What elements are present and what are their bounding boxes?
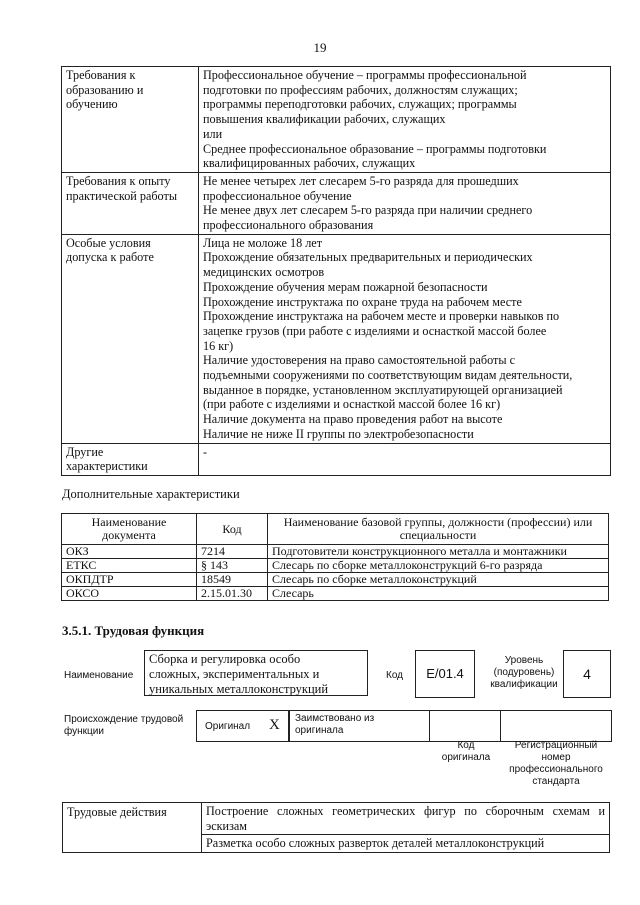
row-value: Профессиональное обучение – программы профессиональной подготовки по профессиям рабочих, должностям служащих; программы переподготовки рабочих, служащих; программы повышения квалификации рабочих, служащих или Среднее профессиональное образование – программы подготовки квалифицированных рабочих, служащих	[199, 67, 611, 173]
table-header-row	[62, 514, 609, 545]
cell: Подготовители конструкционного металла и монтажники	[268, 545, 609, 559]
cell: ОКСО	[62, 587, 197, 601]
column-header: Код	[197, 514, 268, 545]
code-original-cell	[428, 710, 501, 742]
action-item: Разметка особо сложных разверток деталей металлоконструкций	[202, 835, 610, 853]
cell: Слесарь по сборке металлоконструкций 6-го разряда	[268, 559, 609, 573]
code-value-box: E/01.4	[415, 650, 475, 698]
row-label: Требования к образованию и обучению	[62, 67, 199, 173]
code-original-label: Код оригинала	[441, 740, 491, 763]
row-value: Лица не моложе 18 лет Прохождение обязательных предварительных и периодических медицинских осмотров Прохождение обучения мерам пожарной безопасности Прохождение инструктажа по охране труда на рабочем месте Прохождение инструктажа на рабочем месте и проверки навыков по зацепке грузов (при работе с изделиями и оснасткой массой более 16 кг) Наличие удостоверения на право самостоятельной работы с подъемными сооружениями по соответствующим видам деятельности, выданное в порядке, установленном эксплуатирующей организацией (при работе с изделиями и оснасткой массой более 16 кг) Наличие документа на право проведения работ на высоте Наличие не ниже II группы по электробезопасности	[199, 234, 611, 443]
level-label: Уровень (подуровень) квалификации	[490, 655, 558, 690]
table-row	[63, 803, 610, 835]
column-header: Наименование базовой группы, должности (профессии) или специальности	[268, 514, 609, 545]
row-label: Особые условия допуска к работе	[62, 234, 199, 443]
level-value-box: 4	[563, 650, 611, 698]
column-header: Наименование документа	[62, 514, 197, 545]
function-name-box: Сборка и регулировка особо сложных, экспериментальных и уникальных металлоконструкций	[144, 650, 368, 696]
row-label: Требования к опыту практической работы	[62, 172, 199, 234]
cell: Слесарь	[268, 587, 609, 601]
table-row	[62, 443, 611, 475]
cell: 7214	[197, 545, 268, 559]
section-title: 3.5.1. Трудовая функция	[62, 623, 205, 638]
additional-heading: Дополнительные характеристики	[62, 487, 240, 501]
row-label: Другие характеристики	[62, 443, 199, 475]
actions-table	[62, 802, 610, 853]
origin-label: Происхождение трудовой функции	[64, 714, 184, 737]
borrowed-cell: Заимствовано из оригинала	[288, 710, 430, 742]
original-cell: Оригинал X	[196, 710, 290, 742]
cell: ОКЗ	[62, 545, 197, 559]
page-number: 19	[313, 40, 327, 55]
cell: 18549	[197, 573, 268, 587]
reg-number-cell	[500, 710, 612, 742]
cell: ЕТКС	[62, 559, 197, 573]
original-mark: X	[269, 717, 280, 733]
cell: 2.15.01.30	[197, 587, 268, 601]
table-row	[62, 573, 609, 587]
name-label: Наименование	[64, 670, 134, 681]
table-row	[62, 559, 609, 573]
additional-table	[61, 513, 609, 601]
requirements-table	[61, 66, 611, 476]
cell: Слесарь по сборке металлоконструкций	[268, 573, 609, 587]
actions-label: Трудовые действия	[63, 803, 202, 853]
table-row	[62, 67, 611, 173]
table-row	[62, 587, 609, 601]
cell: ОКПДТР	[62, 573, 197, 587]
cell: § 143	[197, 559, 268, 573]
table-row	[62, 234, 611, 443]
row-value: -	[199, 443, 611, 475]
action-item: Построение сложных геометрических фигур по сборочным схемам и эскизам	[202, 803, 610, 835]
row-value: Не менее четырех лет слесарем 5-го разряда для прошедших профессиональное обучение Не менее двух лет слесарем 5-го разряда при наличии среднего профессионального образования	[199, 172, 611, 234]
table-row	[62, 172, 611, 234]
code-label: Код	[386, 670, 404, 681]
table-row	[62, 545, 609, 559]
reg-number-label: Регистрационный номер профессионального стандарта	[509, 740, 603, 787]
